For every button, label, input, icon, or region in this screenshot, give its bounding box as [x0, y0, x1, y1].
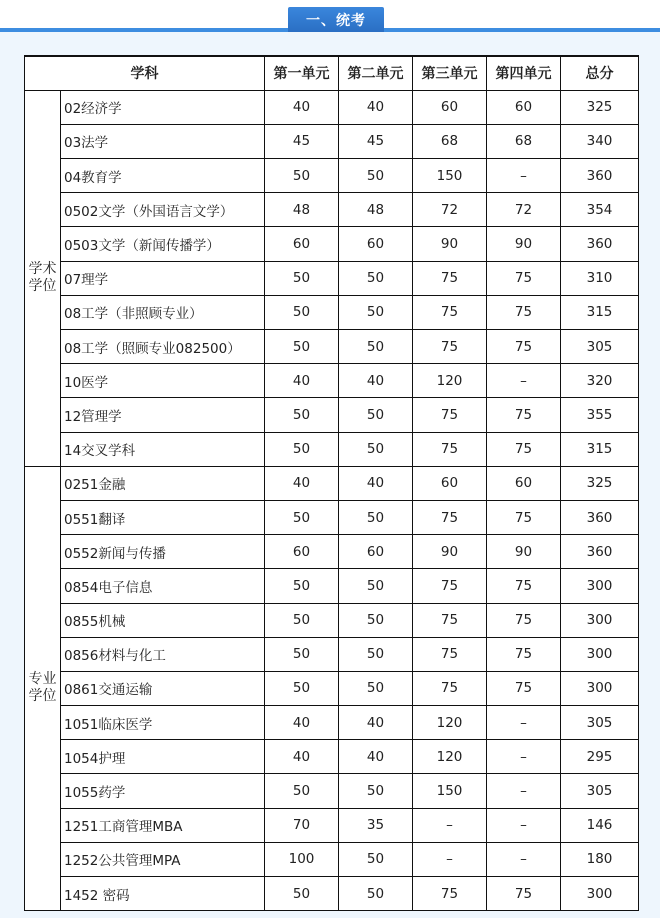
- unit1-score-cell: 48: [265, 193, 339, 227]
- total-score-cell: 360: [561, 159, 639, 193]
- subject-cell: 12管理学: [61, 398, 265, 432]
- total-score-cell: 325: [561, 466, 639, 500]
- subject-cell: 08工学（非照顾专业）: [61, 295, 265, 329]
- score-table-body: [25, 90, 639, 911]
- table-row: [25, 500, 639, 534]
- unit3-score-cell: 75: [413, 637, 487, 671]
- unit3-score-cell: 72: [413, 193, 487, 227]
- header-total: 总分: [561, 56, 639, 90]
- unit3-score-cell: 75: [413, 330, 487, 364]
- unit4-score-cell: 75: [487, 877, 561, 911]
- unit3-score-cell: 90: [413, 227, 487, 261]
- unit4-score-cell: 75: [487, 671, 561, 705]
- subject-cell: 0854电子信息: [61, 569, 265, 603]
- unit3-score-cell: –: [413, 808, 487, 842]
- total-score-cell: 355: [561, 398, 639, 432]
- unit2-score-cell: 50: [339, 398, 413, 432]
- unit1-score-cell: 40: [265, 90, 339, 124]
- table-row: [25, 706, 639, 740]
- unit1-score-cell: 45: [265, 124, 339, 158]
- total-score-cell: 180: [561, 842, 639, 876]
- unit3-score-cell: 75: [413, 432, 487, 466]
- unit1-score-cell: 50: [265, 432, 339, 466]
- unit4-score-cell: 60: [487, 466, 561, 500]
- unit1-score-cell: 50: [265, 774, 339, 808]
- header-unit4: 第四单元: [487, 56, 561, 90]
- unit1-score-cell: 40: [265, 466, 339, 500]
- unit4-score-cell: –: [487, 364, 561, 398]
- unit4-score-cell: 75: [487, 261, 561, 295]
- unit2-score-cell: 50: [339, 500, 413, 534]
- unit3-score-cell: 150: [413, 774, 487, 808]
- header-unit2: 第二单元: [339, 56, 413, 90]
- unit4-score-cell: –: [487, 808, 561, 842]
- unit1-score-cell: 50: [265, 261, 339, 295]
- total-score-cell: 305: [561, 774, 639, 808]
- unit2-score-cell: 50: [339, 842, 413, 876]
- unit1-score-cell: 50: [265, 569, 339, 603]
- unit1-score-cell: 50: [265, 877, 339, 911]
- unit1-score-cell: 60: [265, 227, 339, 261]
- unit3-score-cell: 68: [413, 124, 487, 158]
- total-score-cell: 146: [561, 808, 639, 842]
- subject-cell: 0855机械: [61, 603, 265, 637]
- subject-cell: 08工学（照顾专业082500）: [61, 330, 265, 364]
- unit3-score-cell: 75: [413, 671, 487, 705]
- total-score-cell: 360: [561, 500, 639, 534]
- unit1-score-cell: 50: [265, 500, 339, 534]
- degree-type-label: 专业学位: [25, 466, 61, 910]
- unit1-score-cell: 40: [265, 364, 339, 398]
- subject-cell: 07理学: [61, 261, 265, 295]
- subject-cell: 04教育学: [61, 159, 265, 193]
- table-row: [25, 90, 639, 124]
- total-score-cell: 340: [561, 124, 639, 158]
- unit3-score-cell: 75: [413, 398, 487, 432]
- score-table: [24, 55, 639, 911]
- total-score-cell: 300: [561, 569, 639, 603]
- unit4-score-cell: 75: [487, 398, 561, 432]
- unit4-score-cell: 75: [487, 295, 561, 329]
- subject-cell: 0552新闻与传播: [61, 535, 265, 569]
- unit2-score-cell: 40: [339, 706, 413, 740]
- header-unit1: 第一单元: [265, 56, 339, 90]
- unit4-score-cell: 60: [487, 90, 561, 124]
- subject-cell: 03法学: [61, 124, 265, 158]
- unit4-score-cell: 75: [487, 330, 561, 364]
- unit3-score-cell: 150: [413, 159, 487, 193]
- table-header-row: [25, 56, 639, 90]
- unit4-score-cell: –: [487, 159, 561, 193]
- table-row: [25, 637, 639, 671]
- unit1-score-cell: 50: [265, 603, 339, 637]
- unit2-score-cell: 40: [339, 90, 413, 124]
- subject-cell: 1054护理: [61, 740, 265, 774]
- subject-cell: 0856材料与化工: [61, 637, 265, 671]
- total-score-cell: 300: [561, 603, 639, 637]
- unit2-score-cell: 50: [339, 261, 413, 295]
- unit1-score-cell: 50: [265, 159, 339, 193]
- total-score-cell: 325: [561, 90, 639, 124]
- degree-type-label: 学术学位: [25, 90, 61, 466]
- total-score-cell: 354: [561, 193, 639, 227]
- unit2-score-cell: 50: [339, 774, 413, 808]
- unit3-score-cell: 120: [413, 706, 487, 740]
- unit1-score-cell: 100: [265, 842, 339, 876]
- table-row: [25, 808, 639, 842]
- section-title: 一、统考: [288, 7, 384, 32]
- unit2-score-cell: 50: [339, 159, 413, 193]
- unit2-score-cell: 50: [339, 295, 413, 329]
- unit2-score-cell: 60: [339, 535, 413, 569]
- total-score-cell: 360: [561, 535, 639, 569]
- unit2-score-cell: 50: [339, 330, 413, 364]
- table-row: [25, 432, 639, 466]
- unit2-score-cell: 40: [339, 364, 413, 398]
- unit1-score-cell: 40: [265, 706, 339, 740]
- table-row: [25, 124, 639, 158]
- unit2-score-cell: 45: [339, 124, 413, 158]
- unit4-score-cell: 90: [487, 535, 561, 569]
- subject-cell: 0503文学（新闻传播学）: [61, 227, 265, 261]
- unit3-score-cell: 60: [413, 466, 487, 500]
- unit3-score-cell: 120: [413, 740, 487, 774]
- unit1-score-cell: 50: [265, 671, 339, 705]
- unit1-score-cell: 50: [265, 295, 339, 329]
- subject-cell: 1452 密码: [61, 877, 265, 911]
- unit2-score-cell: 40: [339, 740, 413, 774]
- table-row: [25, 671, 639, 705]
- unit2-score-cell: 50: [339, 603, 413, 637]
- unit2-score-cell: 50: [339, 569, 413, 603]
- unit1-score-cell: 50: [265, 330, 339, 364]
- unit3-score-cell: 60: [413, 90, 487, 124]
- table-row: [25, 159, 639, 193]
- table-row: [25, 603, 639, 637]
- unit4-score-cell: 75: [487, 432, 561, 466]
- table-row: [25, 227, 639, 261]
- unit2-score-cell: 60: [339, 227, 413, 261]
- unit4-score-cell: 75: [487, 603, 561, 637]
- unit1-score-cell: 40: [265, 740, 339, 774]
- unit3-score-cell: 75: [413, 569, 487, 603]
- unit2-score-cell: 40: [339, 466, 413, 500]
- subject-cell: 02经济学: [61, 90, 265, 124]
- table-row: [25, 466, 639, 500]
- table-row: [25, 569, 639, 603]
- unit2-score-cell: 50: [339, 877, 413, 911]
- unit4-score-cell: 90: [487, 227, 561, 261]
- subject-cell: 1252公共管理MPA: [61, 842, 265, 876]
- subject-cell: 1055药学: [61, 774, 265, 808]
- unit4-score-cell: 75: [487, 637, 561, 671]
- subject-cell: 1251工商管理MBA: [61, 808, 265, 842]
- total-score-cell: 305: [561, 706, 639, 740]
- header-unit3: 第三单元: [413, 56, 487, 90]
- unit4-score-cell: 75: [487, 500, 561, 534]
- unit4-score-cell: –: [487, 740, 561, 774]
- unit3-score-cell: 90: [413, 535, 487, 569]
- total-score-cell: 310: [561, 261, 639, 295]
- total-score-cell: 300: [561, 877, 639, 911]
- unit4-score-cell: –: [487, 842, 561, 876]
- subject-cell: 0861交通运输: [61, 671, 265, 705]
- table-row: [25, 842, 639, 876]
- table-row: [25, 364, 639, 398]
- total-score-cell: 360: [561, 227, 639, 261]
- unit3-score-cell: 75: [413, 877, 487, 911]
- unit4-score-cell: 72: [487, 193, 561, 227]
- table-row: [25, 295, 639, 329]
- unit4-score-cell: 68: [487, 124, 561, 158]
- unit4-score-cell: 75: [487, 569, 561, 603]
- total-score-cell: 315: [561, 295, 639, 329]
- table-row: [25, 193, 639, 227]
- total-score-cell: 300: [561, 671, 639, 705]
- unit2-score-cell: 50: [339, 637, 413, 671]
- table-row: [25, 740, 639, 774]
- unit3-score-cell: –: [413, 842, 487, 876]
- total-score-cell: 315: [561, 432, 639, 466]
- table-row: [25, 535, 639, 569]
- unit4-score-cell: –: [487, 706, 561, 740]
- subject-cell: 14交叉学科: [61, 432, 265, 466]
- table-row: [25, 261, 639, 295]
- unit3-score-cell: 75: [413, 500, 487, 534]
- unit3-score-cell: 120: [413, 364, 487, 398]
- table-row: [25, 398, 639, 432]
- unit2-score-cell: 50: [339, 671, 413, 705]
- unit4-score-cell: –: [487, 774, 561, 808]
- subject-cell: 0251金融: [61, 466, 265, 500]
- unit1-score-cell: 50: [265, 398, 339, 432]
- unit1-score-cell: 50: [265, 637, 339, 671]
- table-row: [25, 877, 639, 911]
- unit2-score-cell: 48: [339, 193, 413, 227]
- unit1-score-cell: 60: [265, 535, 339, 569]
- total-score-cell: 305: [561, 330, 639, 364]
- header-subject: 学科: [25, 56, 265, 90]
- unit2-score-cell: 50: [339, 432, 413, 466]
- unit3-score-cell: 75: [413, 261, 487, 295]
- unit3-score-cell: 75: [413, 295, 487, 329]
- subject-cell: 0551翻译: [61, 500, 265, 534]
- total-score-cell: 320: [561, 364, 639, 398]
- total-score-cell: 295: [561, 740, 639, 774]
- table-row: [25, 330, 639, 364]
- subject-cell: 1051临床医学: [61, 706, 265, 740]
- unit2-score-cell: 35: [339, 808, 413, 842]
- unit1-score-cell: 70: [265, 808, 339, 842]
- subject-cell: 10医学: [61, 364, 265, 398]
- table-row: [25, 774, 639, 808]
- subject-cell: 0502文学（外国语言文学）: [61, 193, 265, 227]
- total-score-cell: 300: [561, 637, 639, 671]
- unit3-score-cell: 75: [413, 603, 487, 637]
